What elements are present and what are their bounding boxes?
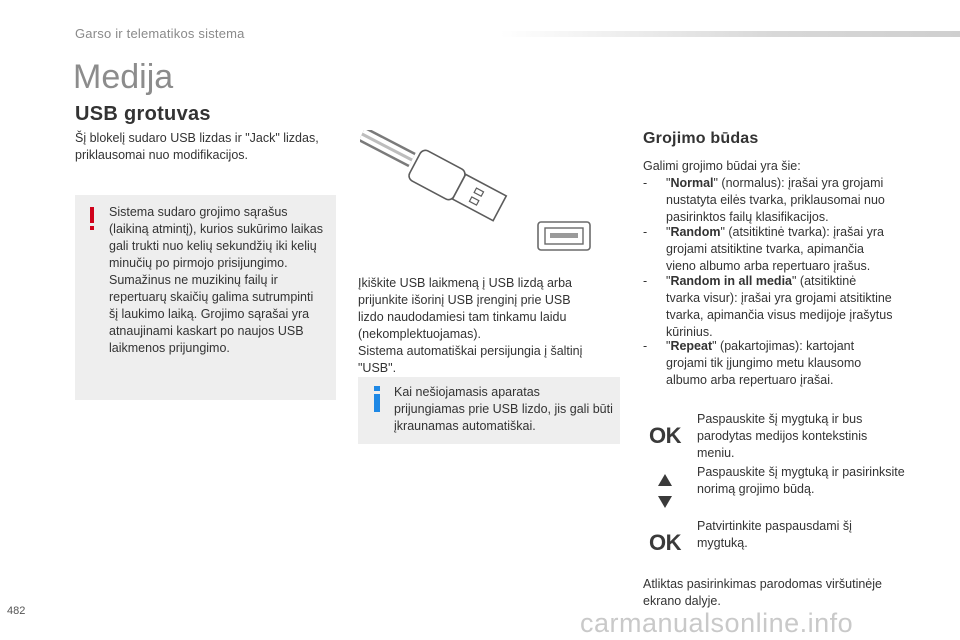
section-title-modes: Grojimo būdas <box>643 130 759 147</box>
header-rule <box>500 31 960 37</box>
mode-desc: " (normalus): įrašai yra grojami <box>713 176 884 190</box>
button-desc-line: meniu. <box>697 446 735 460</box>
watermark: carmanualsonline.info <box>580 608 854 638</box>
mode-name: Random in all media <box>670 274 792 288</box>
warning-line: laikmenos prijungimo. <box>109 341 230 355</box>
result-line: ekrano dalyje. <box>643 594 721 608</box>
mode-desc-line: nustatyta eilės tvarka, priklausomai nuo <box>666 193 885 207</box>
arrows-button-desc <box>697 464 912 498</box>
mode-desc: " (atsitiktinė <box>792 274 857 288</box>
button-desc-line: norimą grojimo būdą. <box>697 482 815 496</box>
ok-confirm-button-icon: OK <box>649 530 681 555</box>
mode-desc: " (pakartojimas): kartojant <box>712 339 855 353</box>
warning-box <box>75 195 336 400</box>
warning-line: (laikiną atmintį), kurios sukūrimo laikas <box>109 222 323 236</box>
insert-line: (nekomplektuojamas). <box>358 327 481 341</box>
result-line: Atliktas pasirinkimas parodomas viršutinėje <box>643 577 882 591</box>
insert-line: prijunkite išorinį USB įrenginį prie USB <box>358 293 571 307</box>
insert-line: Sistema automatiškai persijungia į šaltinį "USB". <box>358 344 583 375</box>
ok-confirm-desc <box>697 518 912 552</box>
insert-line: lizdo naudodamiesi tam tinkamu laidu <box>358 310 567 324</box>
modes-intro-text: Galimi grojimo būdai yra šie: <box>643 159 801 173</box>
mode-name: Repeat <box>670 339 713 353</box>
mode-dash: - <box>643 339 648 353</box>
warning-line: Sumažinus ne muzikinų failų ir <box>109 273 278 287</box>
button-desc-line: parodytas medijos kontekstinis <box>697 429 868 443</box>
mode-body <box>666 175 911 226</box>
warning-text <box>109 204 327 357</box>
usb-intro-text: Šį blokelį sudaro USB lizdas ir "Jack" lizdas, priklausomai nuo modifikacijos. <box>75 131 319 162</box>
mode-body <box>666 273 911 341</box>
exclamation-icon <box>87 207 97 231</box>
ok-button-desc <box>697 411 912 462</box>
usb-plug-illustration <box>360 130 600 260</box>
mode-desc-line: albumo arba repertuaro įrašai. <box>666 373 834 387</box>
result-note <box>643 576 908 610</box>
warning-line: gali trukti nuo kelių sekundžių iki kelių <box>109 239 317 253</box>
page-number: 482 <box>7 605 26 617</box>
mode-desc-line: tvarka visur): įrašai yra grojami atsitiktine <box>666 291 892 305</box>
mode-dash: - <box>643 225 648 239</box>
info-line: prijungiamas prie USB lizdo, jis gali būti <box>394 402 613 416</box>
info-text <box>394 384 616 435</box>
button-desc-line: mygtuką. <box>697 536 748 550</box>
ok-button-icon: OK <box>649 423 681 448</box>
mode-dash: - <box>643 176 648 190</box>
warning-line: atnaujinami kaskart po naujos USB <box>109 324 304 338</box>
warning-line: Sistema sudaro grojimo sąrašus <box>109 205 288 219</box>
mode-desc-line: tvarka, apimančia visus medijoje įrašytus <box>666 308 893 322</box>
mode-name: Normal <box>670 176 714 190</box>
info-line: Kai nešiojamasis aparatas <box>394 385 540 399</box>
button-desc-line: Paspauskite šį mygtuką ir pasirinksite <box>697 465 905 479</box>
insert-line: Įkiškite USB laikmeną į USB lizdą arba <box>358 276 572 290</box>
button-desc-line: Paspauskite šį mygtuką ir bus <box>697 412 863 426</box>
mode-item-normal <box>643 175 913 226</box>
mode-desc-line: grojami tik įjungimo metu klausomo <box>666 356 862 370</box>
mode-desc: " (atsitiktinė tvarka): įrašai yra <box>720 225 884 239</box>
mode-name: Random <box>670 225 721 239</box>
mode-desc-line: kūrinius. <box>666 325 713 339</box>
quote-mark: " <box>666 274 671 288</box>
mode-desc-line: vieno albumo arba repertuaro įrašus. <box>666 259 871 273</box>
mode-desc-line: grojami atsitiktine tvarka, apimančia <box>666 242 864 256</box>
warning-line: repertuarų skaičių galima sutrumpinti <box>109 290 314 304</box>
mode-item-repeat <box>643 338 913 389</box>
running-header: Garso ir telematikos sistema <box>75 26 245 41</box>
quote-mark: " <box>666 225 671 239</box>
mode-desc-line: pasirinktos failų klasifikacijos. <box>666 210 829 224</box>
mode-dash: - <box>643 274 648 288</box>
button-desc-line: Patvirtinkite paspausdami šį <box>697 519 852 533</box>
warning-line: šį laukimo laiką. Grojimo sąrašai yra <box>109 307 310 321</box>
info-icon <box>370 386 384 412</box>
mode-body <box>666 338 911 389</box>
quote-mark: " <box>666 339 671 353</box>
mode-body <box>666 224 911 275</box>
info-line: įkraunamas automatiškai. <box>394 419 536 433</box>
warning-line: minučių po pirmojo prisijungimo. <box>109 256 288 270</box>
up-down-arrows-icon <box>641 470 689 514</box>
section-title-usb: USB grotuvas <box>75 103 211 125</box>
page-title: Medija <box>73 58 174 96</box>
mode-item-random <box>643 224 913 275</box>
info-box <box>358 377 620 444</box>
mode-item-random-all <box>643 273 913 341</box>
quote-mark: " <box>666 176 671 190</box>
usb-insert-text <box>358 275 623 377</box>
